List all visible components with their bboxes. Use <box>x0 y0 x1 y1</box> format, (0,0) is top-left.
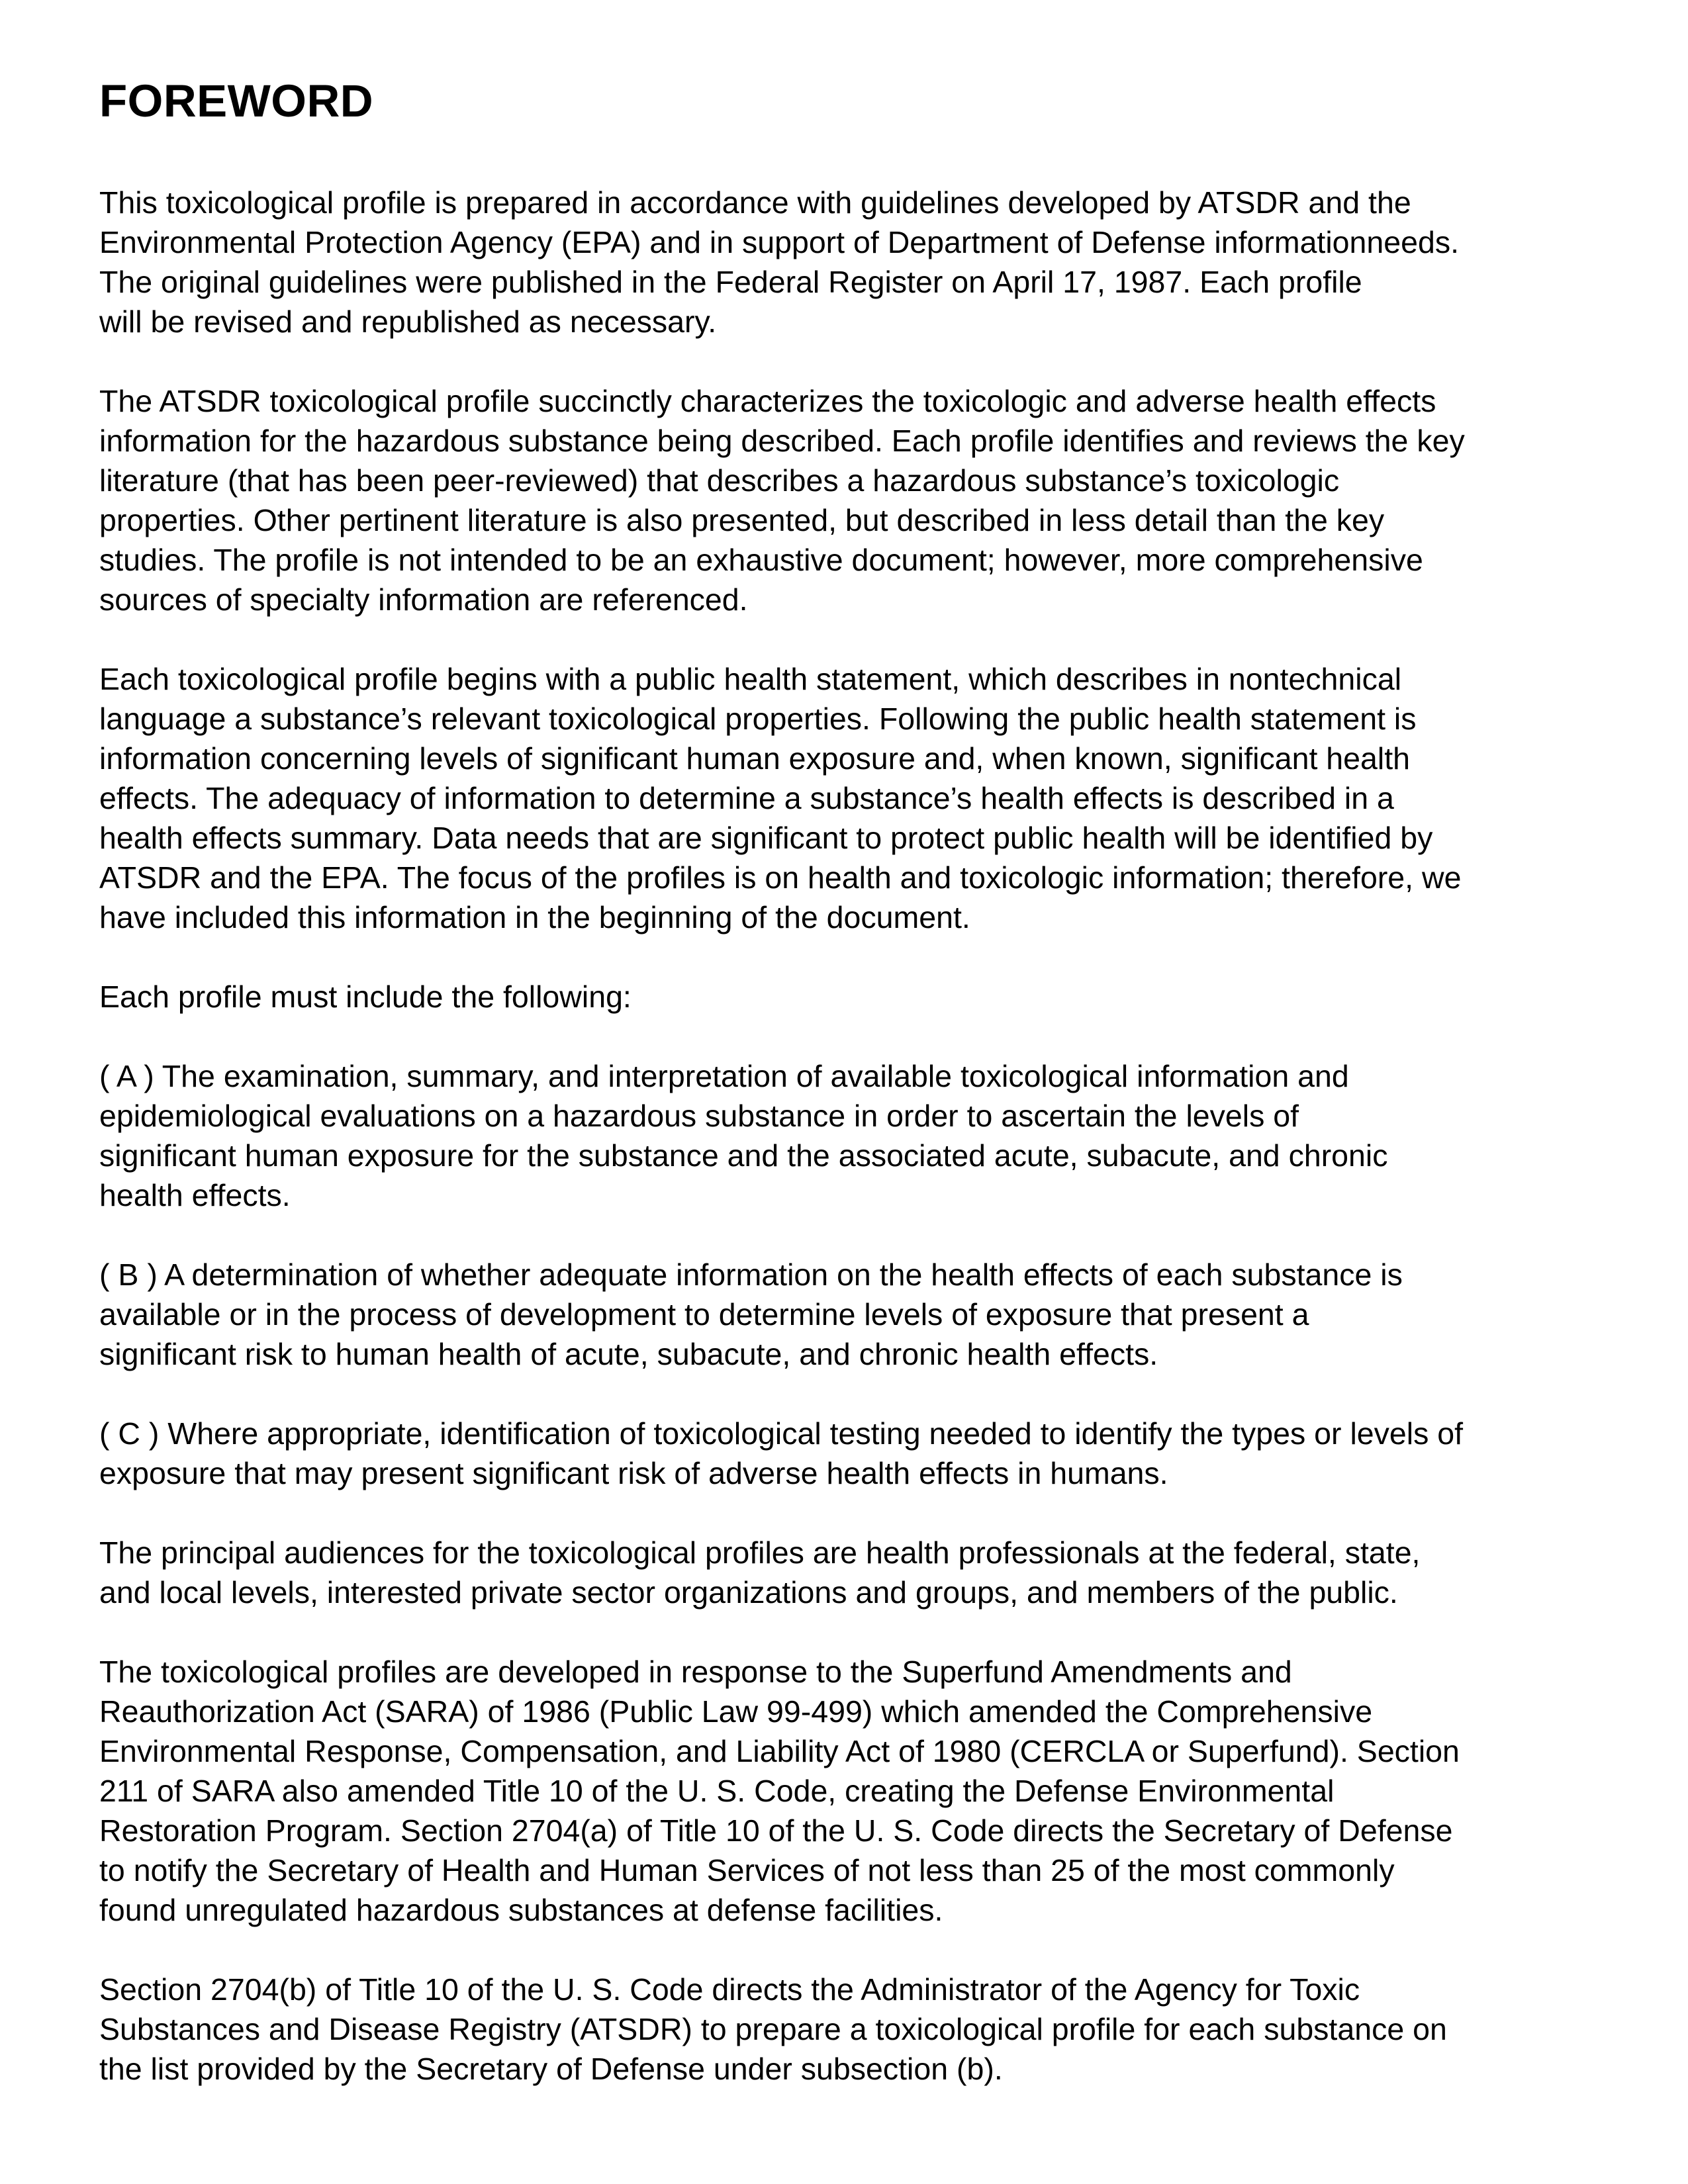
document-page <box>99 0 1609 2184</box>
text-line: significant risk to human health of acute, subacute, and chronic health effects. <box>99 1337 1158 1371</box>
text-line: health effects summary. Data needs that are significant to protect public health will be identified by <box>99 821 1433 855</box>
text-line: significant human exposure for the substance and the associated acute, subacute, and chronic <box>99 1138 1388 1173</box>
text-line: Section 2704(b) of Title 10 of the U. S. Code directs the Administrator of the Agency for Toxic <box>99 1972 1360 2007</box>
page-title: FOREWORD <box>99 75 374 126</box>
text-line: will be revised and republished as necessary. <box>99 304 717 339</box>
text-line: the list provided by the Secretary of Defense under subsection (b). <box>99 2052 1003 2086</box>
text-line: health effects. <box>99 1178 291 1212</box>
text-line: Each profile must include the following: <box>99 979 632 1014</box>
text-line: ( B ) A determination of whether adequate information on the health effects of each substance is <box>99 1257 1403 1292</box>
text-line: information for the hazardous substance being described. Each profile identifies and reviews the key <box>99 424 1465 458</box>
text-line: 211 of SARA also amended Title 10 of the U. S. Code, creating the Defense Environmental <box>99 1774 1335 1808</box>
text-line: ( A ) The examination, summary, and interpretation of available toxicological information and <box>99 1059 1349 1093</box>
text-line: language a substance’s relevant toxicological properties. Following the public health statement is <box>99 702 1417 736</box>
text-line: The toxicological profiles are developed in response to the Superfund Amendments and <box>99 1655 1292 1689</box>
text-line: exposure that may present significant risk of adverse health effects in humans. <box>99 1456 1168 1490</box>
text-line: Reauthorization Act (SARA) of 1986 (Public Law 99-499) which amended the Comprehensive <box>99 1694 1373 1729</box>
text-line: available or in the process of development to determine levels of exposure that present a <box>99 1297 1309 1332</box>
text-line: literature (that has been peer-reviewed) that describes a hazardous substance’s toxicologic <box>99 463 1340 498</box>
text-line: Substances and Disease Registry (ATSDR) to prepare a toxicological profile for each substance on <box>99 2012 1447 2046</box>
text-line: ( C ) Where appropriate, identification of toxicological testing needed to identify the types or levels of <box>99 1416 1464 1451</box>
text-line: effects. The adequacy of information to determine a substance’s health effects is described in a <box>99 781 1394 815</box>
text-line: to notify the Secretary of Health and Human Services of not less than 25 of the most commonly <box>99 1853 1395 1888</box>
text-line: studies. The profile is not intended to be an exhaustive document; however, more comprehensive <box>99 543 1423 577</box>
text-line: This toxicological profile is prepared in accordance with guidelines developed by ATSDR and the <box>99 185 1411 220</box>
text-line: The principal audiences for the toxicological profiles are health professionals at the federal, state, <box>99 1535 1421 1570</box>
text-line: epidemiological evaluations on a hazardous substance in order to ascertain the levels of <box>99 1099 1299 1133</box>
text-line: Environmental Response, Compensation, and Liability Act of 1980 (CERCLA or Superfund). Section <box>99 1734 1460 1768</box>
text-line: Restoration Program. Section 2704(a) of Title 10 of the U. S. Code directs the Secretary of Defense <box>99 1813 1453 1848</box>
text-line: Environmental Protection Agency (EPA) and in support of Department of Defense informationneeds. <box>99 225 1460 259</box>
text-line: The original guidelines were published in the Federal Register on April 17, 1987. Each profile <box>99 265 1362 299</box>
text-line: sources of specialty information are referenced. <box>99 582 748 617</box>
text-line: and local levels, interested private sector organizations and groups, and members of the public. <box>99 1575 1398 1610</box>
text-line: found unregulated hazardous substances at defense facilities. <box>99 1893 943 1927</box>
text-line: The ATSDR toxicological profile succinctly characterizes the toxicologic and adverse health effects <box>99 384 1436 418</box>
text-line: have included this information in the beginning of the document. <box>99 900 970 934</box>
text-line: properties. Other pertinent literature is also presented, but described in less detail than the key <box>99 503 1385 537</box>
text-line: information concerning levels of significant human exposure and, when known, significant health <box>99 741 1410 776</box>
text-line: Each toxicological profile begins with a public health statement, which describes in nontechnical <box>99 662 1402 696</box>
text-line: ATSDR and the EPA. The focus of the profiles is on health and toxicologic information; therefore, we <box>99 860 1462 895</box>
